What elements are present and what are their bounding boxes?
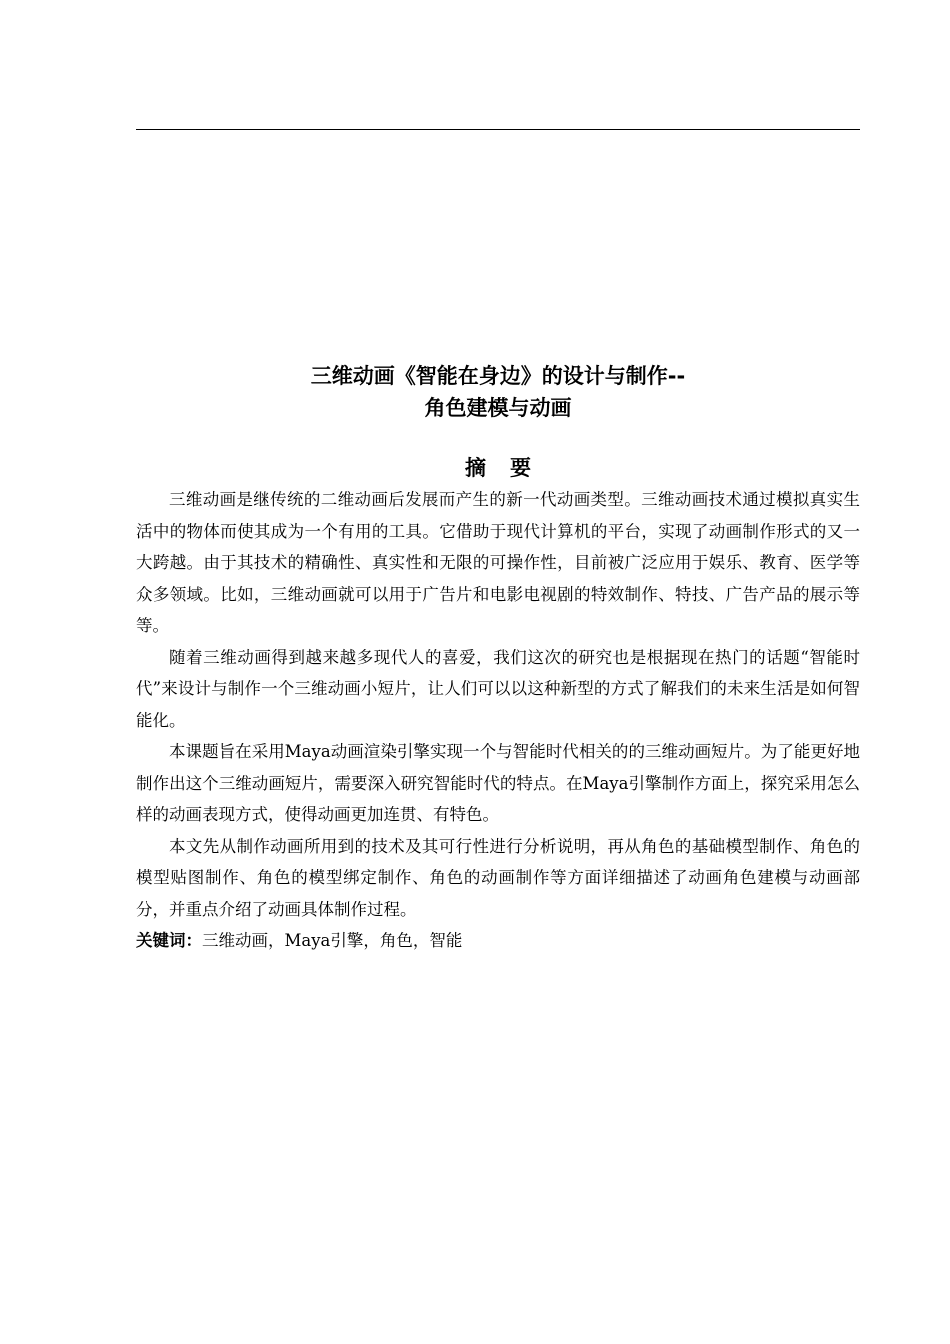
title-line-1: 三维动画《智能在身边》的设计与制作-- — [310, 364, 686, 388]
abstract-paragraph-4: 本文先从制作动画所用到的技术及其可行性进行分析说明，再从角色的基础模型制作、角色的模型贴图制作、角色的模型绑定制作、角色的动画制作等方面详细描述了动画角色建模与动画部分，并重点介绍了动画具体制作过程。 — [136, 836, 860, 919]
title-line-2: 角色建模与动画 — [424, 396, 572, 420]
abstract-heading: 摘要 — [465, 456, 555, 480]
abstract-body — [136, 484, 860, 957]
keywords-label: 关键词： — [136, 931, 202, 950]
abstract-paragraph-3: 本课题旨在采用Maya动画渲染引擎实现一个与智能时代相关的的三维动画短片。为了能更好地制作出这个三维动画短片，需要深入研究智能时代的特点。在Maya引擎制作方面上，探究采用怎么样的动画表现方式，使得动画更加连贯、有特色。 — [136, 742, 860, 824]
abstract-paragraph-2: 随着三维动画得到越来越多现代人的喜爱，我们这次的研究也是根据现在热门的话题“智能时代”来设计与制作一个三维动画小短片，让人们可以以这种新型的方式了解我们的未来生活是如何智能化。 — [136, 647, 860, 730]
header-rule — [136, 129, 860, 130]
abstract-paragraph-1: 三维动画是继传统的二维动画后发展而产生的新一代动画类型。三维动画技术通过模拟真实生活中的物体而使其成为一个有用的工具。它借助于现代计算机的平台，实现了动画制作形式的又一大跨越。由于其技术的精确性、真实性和无限的可操作性，目前被广泛应用于娱乐、教育、医学等众多领域。比如，三维动画就可以用于广告片和电影电视剧的特效制作、特技、广告产品的展示等等。 — [136, 490, 860, 635]
keywords-line — [136, 925, 860, 957]
thesis-title — [136, 360, 860, 424]
keywords-value: 三维动画，Maya引擎，角色，智能 — [202, 931, 463, 950]
